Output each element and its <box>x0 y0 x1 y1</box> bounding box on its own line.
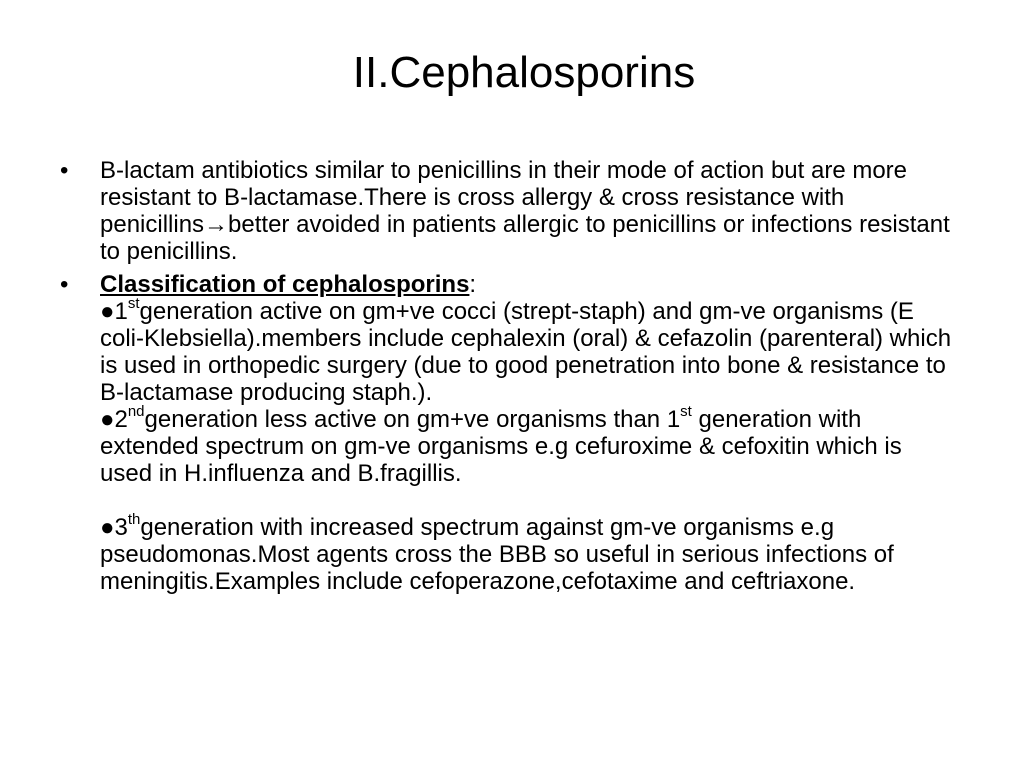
generation-1-text: generation active on gm+ve cocci (strept-staph) and gm-ve organisms (E coli-Klebsiella).members include cephalexin (oral) & cefazolin (parenteral) which is used in orthopedic surgery (due to good penetration into bone & resistance to B-lactamase producing staph.). <box>100 298 952 406</box>
bullet-icon: • <box>60 157 69 184</box>
generation-2-ordinal: nd <box>127 403 145 420</box>
bullet-text: B-lactam antibiotics similar to penicillins in their mode of action but are more resistant to B-lactamase.There is cross allergy & cross resistance with penicillins→better avoided in patients allergic to penicillins or infections resistant to penicillins. <box>100 157 950 265</box>
classification-heading: Classification of cephalosporins <box>100 271 470 298</box>
bullet-item-mechanism <box>60 157 960 265</box>
slide-title: II.Cephalosporins <box>352 48 696 97</box>
bullet-icon: • <box>60 271 69 298</box>
bullet-item-classification <box>60 271 960 595</box>
generation-2-marker: ●2 <box>100 406 128 433</box>
slide-body <box>60 157 960 601</box>
generation-2-text-a: generation less active on gm+ve organisms than 1 <box>144 406 681 433</box>
generation-2 <box>100 403 960 487</box>
generation-3-text: generation with increased spectrum against gm-ve organisms e.g pseudomonas.Most agents cross the BBB so useful in serious infections of meningitis.Examples include cefoperazone,cefotaxime and ceftriaxone. <box>100 514 894 595</box>
generation-3 <box>100 511 960 595</box>
generation-3-ordinal: th <box>127 511 141 528</box>
classification-heading-colon: : <box>469 271 477 298</box>
generation-1-marker: ●1 <box>100 298 128 325</box>
generation-1-ordinal: st <box>127 295 140 312</box>
generation-1 <box>100 295 960 406</box>
generation-2-ordinal-b: st <box>680 403 692 420</box>
generation-3-marker: ●3 <box>100 514 128 541</box>
generation-2-text-b: generation with extended spectrum on gm-ve organisms e.g cefuroxime & cefoxitin which is used in H.influenza and B.fragillis. <box>100 406 902 487</box>
